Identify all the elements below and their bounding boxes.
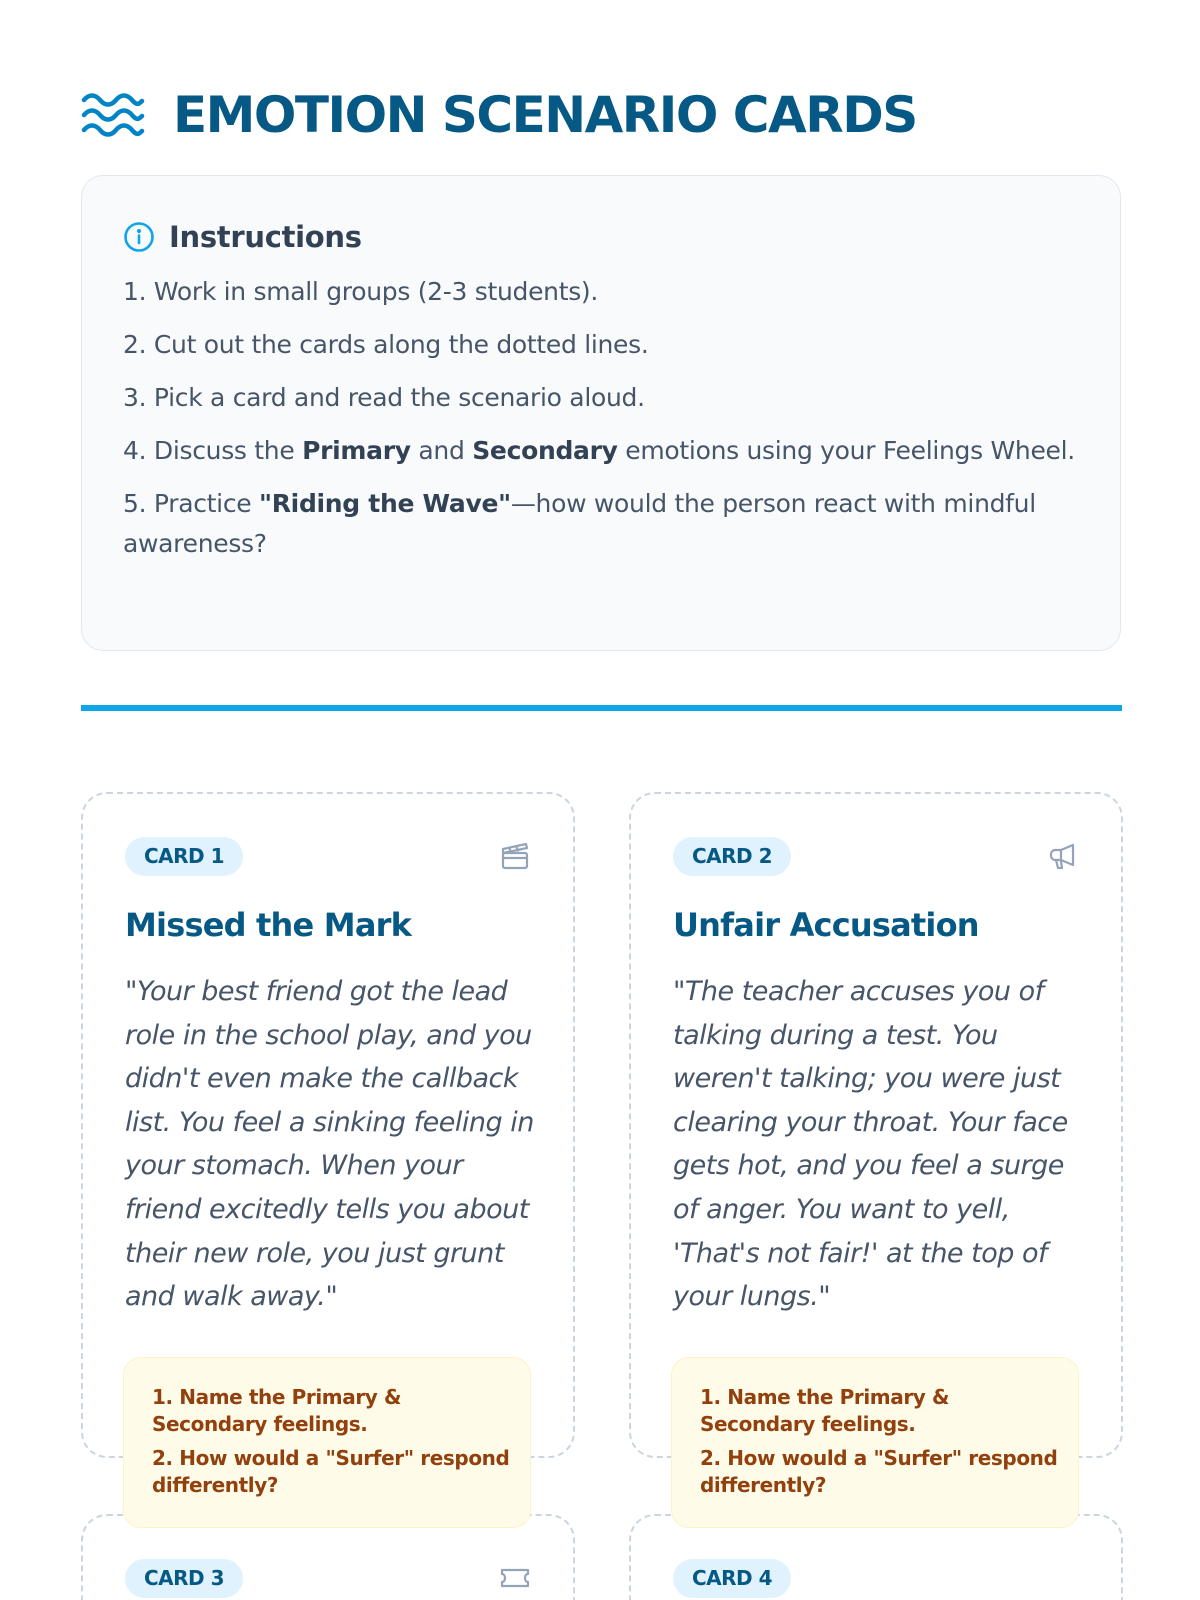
card-title: Unfair Accusation: [673, 906, 979, 944]
instruction-step: 2. Cut out the cards along the dotted lines.: [123, 330, 649, 359]
instruction-step: 1. Work in small groups (2-3 students).: [123, 277, 599, 306]
card-badge: CARD 4: [673, 1559, 791, 1598]
instructions-title: Instructions: [169, 220, 362, 254]
megaphone-icon: [1047, 840, 1079, 872]
discussion-prompt-1: [123, 1357, 531, 1528]
card-badge: CARD 1: [125, 837, 243, 876]
instruction-step: 3. Pick a card and read the scenario aloud.: [123, 383, 645, 412]
card-scenario-text: "The teacher accuses you of talking during a test. You weren't talking; you were just clearing your throat. Your face gets hot, and you feel a surge of anger. You want to yell, 'That's not fair!' at the top of your lungs.": [673, 976, 1068, 1313]
card-title: Missed the Mark: [125, 906, 412, 944]
card-badge: CARD 3: [125, 1559, 243, 1598]
page-header: [81, 82, 917, 148]
prompt-question-1: 1. Name the Primary & Secondary feelings.: [700, 1385, 950, 1436]
clapperboard-icon: [499, 840, 531, 872]
section-divider: [81, 705, 1122, 711]
card-badge: CARD 2: [673, 837, 791, 876]
instruction-step: 4. Discuss the Primary and Secondary emotions using your Feelings Wheel.: [123, 436, 1075, 465]
instructions-box: [81, 175, 1121, 651]
page-title: EMOTION SCENARIO CARDS: [173, 86, 917, 144]
instructions-list: [123, 272, 1080, 564]
instruction-step: 5. Practice "Riding the Wave"—how would the person react with mindful awareness?: [123, 489, 1036, 558]
card-scenario-text: "Your best friend got the lead role in the school play, and you didn't even make the callback list. You feel a sinking feeling in your stomach. When your friend excitedly tells you about their new role, you just grunt and walk away.": [125, 976, 534, 1313]
prompt-question-2: 2. How would a "Surfer" respond differently?: [152, 1446, 510, 1497]
prompt-question-2: 2. How would a "Surfer" respond differently?: [700, 1446, 1058, 1497]
info-icon: [123, 221, 155, 253]
prompt-question-1: 1. Name the Primary & Secondary feelings.: [152, 1385, 402, 1436]
waves-icon: [81, 91, 145, 139]
discussion-prompt-2: [671, 1357, 1079, 1528]
instructions-header: [123, 220, 1080, 254]
ticket-icon: [499, 1562, 531, 1594]
